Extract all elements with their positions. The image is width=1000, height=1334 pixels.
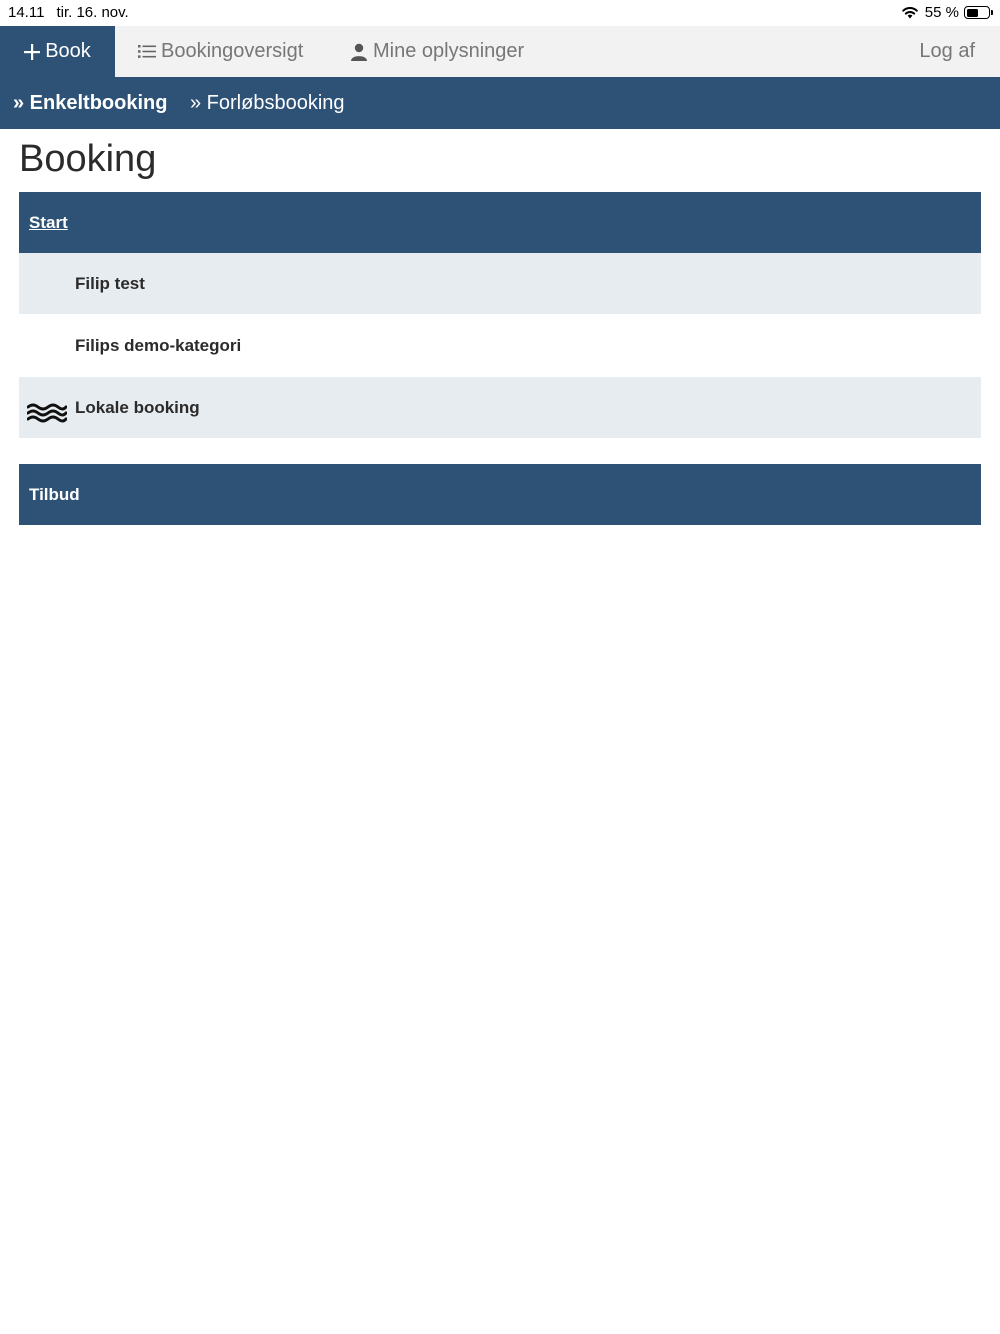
nav-profile-label: Mine oplysninger xyxy=(373,40,525,62)
category-row-lokale-booking[interactable] xyxy=(19,377,981,438)
start-link[interactable]: Start xyxy=(29,212,68,232)
page-title: Booking xyxy=(19,138,157,180)
nav-overview-label: Bookingoversigt xyxy=(161,40,304,62)
status-time-date xyxy=(8,4,129,21)
category-icon-slot xyxy=(19,377,75,438)
course-booking-link[interactable]: » Forløbsbooking xyxy=(190,91,345,114)
battery-percent: 55 % xyxy=(924,4,959,21)
wifi-icon xyxy=(901,6,919,19)
sub-nav xyxy=(0,77,1000,129)
battery-fill xyxy=(967,9,979,17)
nav-book-label: Book xyxy=(45,40,91,62)
status-indicators xyxy=(901,4,990,21)
waves-icon xyxy=(27,403,67,423)
status-bar xyxy=(0,0,1000,26)
category-label: Filips demo-kategori xyxy=(75,335,242,355)
category-icon-slot xyxy=(19,253,75,314)
top-nav xyxy=(0,26,1000,77)
category-label: Lokale booking xyxy=(75,397,200,417)
start-header xyxy=(19,192,981,253)
category-row-filip-test[interactable] xyxy=(19,253,981,314)
offers-header-label: Tilbud xyxy=(29,484,80,504)
list-icon xyxy=(138,44,156,59)
nav-book-tab[interactable] xyxy=(0,26,115,77)
plus-icon xyxy=(24,44,40,60)
single-booking-link[interactable]: » Enkeltbooking xyxy=(13,91,168,114)
status-time: 14.11 xyxy=(8,4,45,21)
category-label: Filip test xyxy=(75,273,145,293)
offers-header xyxy=(19,464,981,525)
user-icon xyxy=(350,43,368,61)
nav-overview-tab[interactable] xyxy=(138,26,303,77)
category-row-filips-demo[interactable] xyxy=(19,315,981,376)
category-icon-slot xyxy=(19,315,75,376)
logout-label: Log af xyxy=(919,40,975,62)
battery-icon xyxy=(964,6,990,19)
status-date: tir. 16. nov. xyxy=(56,4,129,21)
nav-profile-tab[interactable] xyxy=(350,26,524,77)
logout-button[interactable] xyxy=(919,26,975,77)
